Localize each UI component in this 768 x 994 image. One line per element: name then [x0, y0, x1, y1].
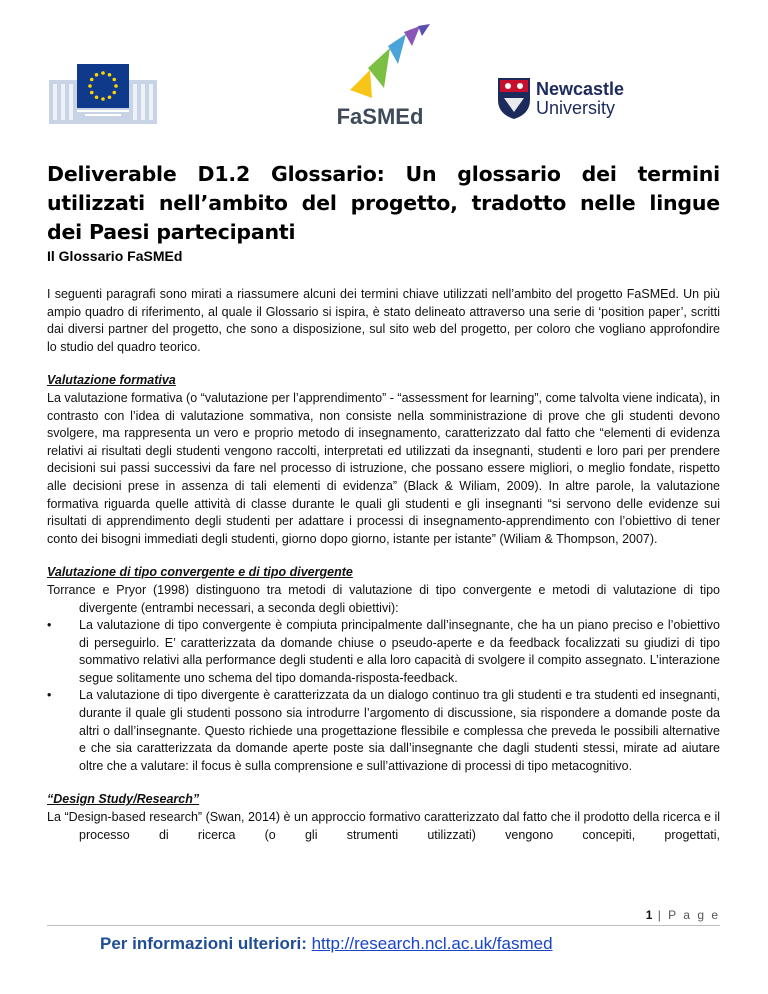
fasmed-website-link[interactable]: http://research.ncl.ac.uk/fasmed — [311, 934, 553, 953]
european-commission-logo — [45, 50, 161, 126]
list-item — [47, 687, 720, 775]
formative-text: La valutazione formativa (o “valutazione per l’apprendimento” - “assessment for learning”, come talvolta viene indicata), in contrasto con l’idea di valutazione sommativa, non consiste nella somministrazione di prove che gli studenti devono svolgere, ma rappresenta un vero e proprio metodo di insegnamento, caratterizzato dal fatto che “elementi di evidenza relativi ai risultati degli studenti vengono raccolti, interpretati ed utilizzati da insegnanti, studenti e loro pari per prendere decisioni sui passi successivi da fare nel processo di istruzione, che possano essere migliori, o meglio fondate, rispetto alle decisioni prese in assenza di tali elementi di evidenza” (Black & Wiliam, 2009). In altre parole, la valutazione formativa riguarda quelle attività di classe durante le quali gli studenti e gli insegnanti “si servono delle evidenze sui risultati di apprendimento degli studenti per adattare i processi di insegnamento-apprendimento con l’obiettivo di tener conto dei bisogni immediati degli studenti, giorno dopo giorno, istante per istante” (Wiliam & Thompson, 2007). — [47, 390, 720, 546]
eu-star-icon — [101, 97, 105, 101]
design-section — [47, 791, 720, 844]
bullet-icon: • — [47, 618, 52, 633]
bullet-text: La valutazione di tipo convergente è compiuta principalmente dall’insegnante, che ha un piano preciso e l’obiettivo di perseguirlo. E’ caratterizzata da domande chiuse o pseudo-aperte e da feedback focalizzati su giudizi di tipo sommativo relativi alla performance degli studenti e alla loro capacità di svolgere il compito assegnato. L’interazione segue solitamente uno schema del tipo domanda-risposta-feedback. — [79, 618, 720, 685]
newcastle-university-logo — [496, 76, 626, 120]
formative-heading: Valutazione formativa — [47, 373, 176, 388]
eu-star-icon — [114, 84, 118, 88]
eu-star-icon — [95, 95, 99, 99]
eu-star-icon — [108, 73, 112, 77]
newcastle-logo-line2: University — [536, 98, 616, 118]
design-text: La “Design-based research” (Swan, 2014) è un approccio formativo caratterizzato dal fatto che il prodotto della ricerca e il processo di ricerca (o gli strumenti utilizzati) vengono concepiti, progettati, — [47, 810, 720, 842]
eu-star-icon — [108, 95, 112, 99]
intro-paragraph: I seguenti paragrafi sono mirati a riassumere alcuni dei termini chiave utilizzati nell’ambito del progetto FaSMEd. Un più ampio quadro di riferimento, al quale il Glossario si ispira, è stato delineato attraverso una serie di ‘position paper’, scritti dai diversi partner del progetto, che sono a disposizione, sul sito web del progetto, per coloro che vogliano approfondire lo studio del quadro teorico. — [47, 287, 720, 354]
fasmed-logo — [310, 24, 450, 132]
eu-star-icon — [90, 91, 94, 95]
formative-section — [47, 372, 720, 548]
eu-star-icon — [90, 78, 94, 82]
bullet-text: La valutazione di tipo divergente è caratterizzata da un dialogo continuo tra gli studenti e tra studenti ed insegnanti, durante il quale gli studenti possono sia introdurre l’argomento di discussione, sia rispondere a domande poste da altri o dall’insegnante. Questo richiede una progettazione flessibile e complessa che preveda le possibili alternative e che sia caratterizzata da domande aperte poste sia dall’insegnante che dagli studenti stessi, mirate ad aiutare oltre che a valutare: il focus è sulla comprensione e sull’attivazione di processi di tipo metacognitivo. — [79, 688, 720, 773]
newcastle-logo-line1: Newcastle — [536, 79, 625, 99]
list-item — [47, 617, 720, 687]
page-number-value: 1 — [645, 908, 653, 922]
eu-star-icon — [112, 78, 116, 82]
footer-info-label: Per informazioni ulteriori: — [100, 934, 307, 953]
document-title: Deliverable D1.2 Glossario: Un glossario dei termini utilizzati nell’ambito del progetto, tradotto nelle lingue dei Paesi partecipanti — [47, 162, 720, 244]
convergent-lead: Torrance e Pryor (1998) distinguono tra metodi di valutazione di tipo convergente e metodi di valutazione di tipo divergente (entrambi necessari, a seconda degli obiettivi): — [47, 582, 720, 615]
eu-star-icon — [101, 71, 105, 75]
eu-star-icon — [95, 73, 99, 77]
design-heading: “Design Study/Research” — [47, 792, 200, 807]
convergent-section — [47, 564, 720, 775]
document-body — [47, 286, 720, 844]
page-label: | P a g e — [657, 908, 720, 922]
footer-info — [100, 934, 553, 954]
section-title: Il Glossario FaSMEd — [47, 248, 183, 264]
convergent-heading: Valutazione di tipo convergente e di tipo divergente — [47, 565, 353, 580]
eu-star-icon — [112, 91, 116, 95]
bullet-icon: • — [47, 688, 52, 703]
footer-divider — [47, 925, 720, 926]
fasmed-logo-text: FaSMEd — [336, 104, 424, 129]
eu-star-icon — [88, 84, 92, 88]
page-number — [646, 908, 720, 922]
